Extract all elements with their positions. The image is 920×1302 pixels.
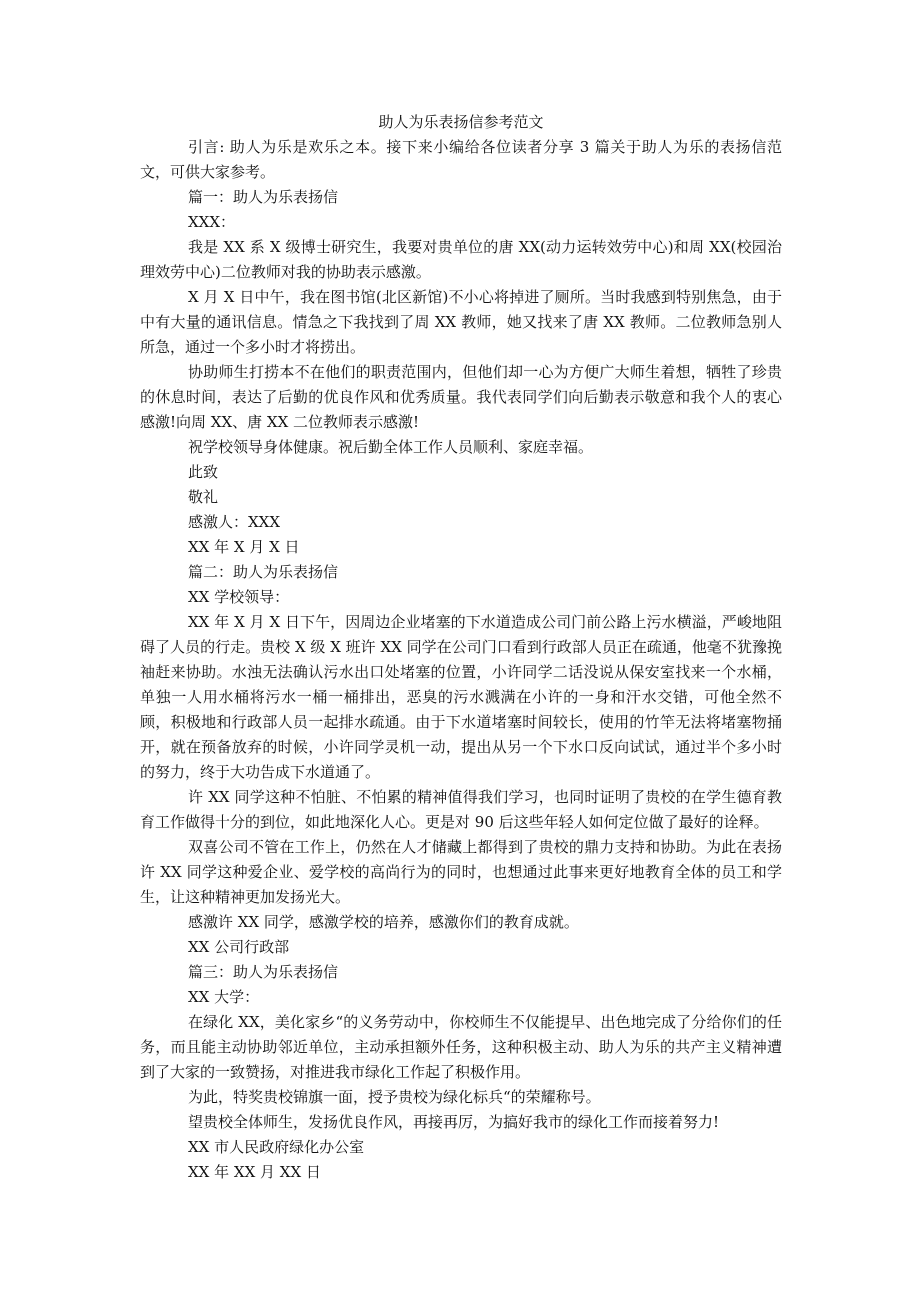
body-paragraph: 许 XX 同学这种不怕脏、不怕累的精神值得我们学习，也同时证明了贵校的在学生德育教育工作做得十分的到位，如此地深化人心。更是对 90 后这些年轻人如何定位做了最好的诠释。: [140, 788, 782, 831]
body-paragraph: 感激许 XX 同学，感激学校的培养，感激你们的教育成就。: [188, 913, 579, 931]
section-heading-3: 篇三：助人为乐表扬信: [188, 963, 339, 981]
document-title: 助人为乐表扬信参考范文: [378, 113, 544, 131]
intro-paragraph: 引言: 助人为乐是欢乐之本。接下来小编给各位读者分享 3 篇关于助人为乐的表扬信范文，可供大家参考。: [140, 138, 782, 181]
section-heading-1: 篇一：助人为乐表扬信: [188, 188, 339, 206]
section-heading-2: 篇二：助人为乐表扬信: [188, 563, 339, 581]
salutation-2: XX 学校领导：: [188, 588, 290, 606]
closing-line: 敬礼: [188, 488, 219, 506]
body-paragraph: 望贵校全体师生，发扬优良作风，再接再厉，为搞好我市的绿化工作而接着努力!: [188, 1113, 720, 1131]
body-paragraph: XX 年 X 月 X 日下午，因周边企业堵塞的下水道造成公司门前公路上污水横溢，严峻地阻碍了人员的行走。贵校 X 级 X 班许 XX 同学在公司门口看到行政部人员正在疏通，他毫不犹豫挽袖赶来协助。水浊无法确认污水出口处堵塞的位置，小许同学二话没说从保安室找来一个水桶，单独一人用水桶将污水一桶一桶排出，恶臭的污水溅满在小许的一身和汗水交错，可他全然不顾，积极地和行政部人员一起排水疏通。由于下水道堵塞时间较长，使用的竹竿无法将堵塞物捅开，就在预备放弃的时候，小许同学灵机一动，提出从另一个下水口反向试试，通过半个多小时的努力，终于大功告成下水道通了。: [140, 613, 782, 781]
body-paragraph: 为此，特奖贵校锦旗一面，授予贵校为绿化标兵“的荣耀称号。: [188, 1088, 601, 1106]
body-paragraph: 双喜公司不管在工作上，仍然在人才储藏上都得到了贵校的鼎力支持和协助。为此在表扬许 XX 同学这种爱企业、爱学校的高尚行为的同时，也想通过此事来更好地教育全体的员工和学生，让这种精神更加发扬光大。: [140, 838, 782, 906]
body-paragraph: X 月 X 日中午，我在图书馆(北区新馆)不小心将掉进了厕所。当时我感到特别焦急，由于中有大量的通讯信息。情急之下我找到了周 XX 教师，她又找来了唐 XX 教师。二位教师急别人所急，通过一个多小时才将捞出。: [140, 288, 782, 356]
body-paragraph: 我是 XX 系 X 级博士研究生，我要对贵单位的唐 XX(动力运转效劳中心)和周 XX(校园治理效劳中心)二位教师对我的协助表示感激。: [140, 238, 782, 281]
signature: 感激人：XXX: [188, 513, 281, 531]
salutation-3: XX 大学：: [188, 988, 260, 1006]
signature: XX 市人民政府绿化办公室: [188, 1138, 365, 1156]
body-paragraph: 祝学校领导身体健康。祝后勤全体工作人员顺利、家庭幸福。: [188, 438, 594, 456]
closing-line: 此致: [188, 463, 219, 481]
signature: XX 公司行政部: [188, 938, 290, 956]
salutation-1: XXX：: [188, 213, 236, 231]
body-paragraph: 协助师生打捞本不在他们的职责范围内，但他们却一心为方便广大师生着想，牺牲了珍贵的休息时间，表达了后勤的优良作风和优秀质量。我代表同学们向后勤表示敬意和我个人的衷心感激!向周 XX、唐 XX 二位教师表示感激!: [140, 363, 782, 431]
document-page: [140, 110, 782, 1185]
body-paragraph: 在绿化 XX，美化家乡“的义务劳动中，你校师生不仅能提早、出色地完成了分给你们的任务，而且能主动协助邻近单位，主动承担额外任务，这种积极主动、助人为乐的共产主义精神遭到了大家的一致赞扬，对推进我市绿化工作起了积极作用。: [140, 1013, 782, 1081]
date-line: XX 年 X 月 X 日: [188, 538, 300, 556]
date-line: XX 年 XX 月 XX 日: [188, 1163, 321, 1181]
